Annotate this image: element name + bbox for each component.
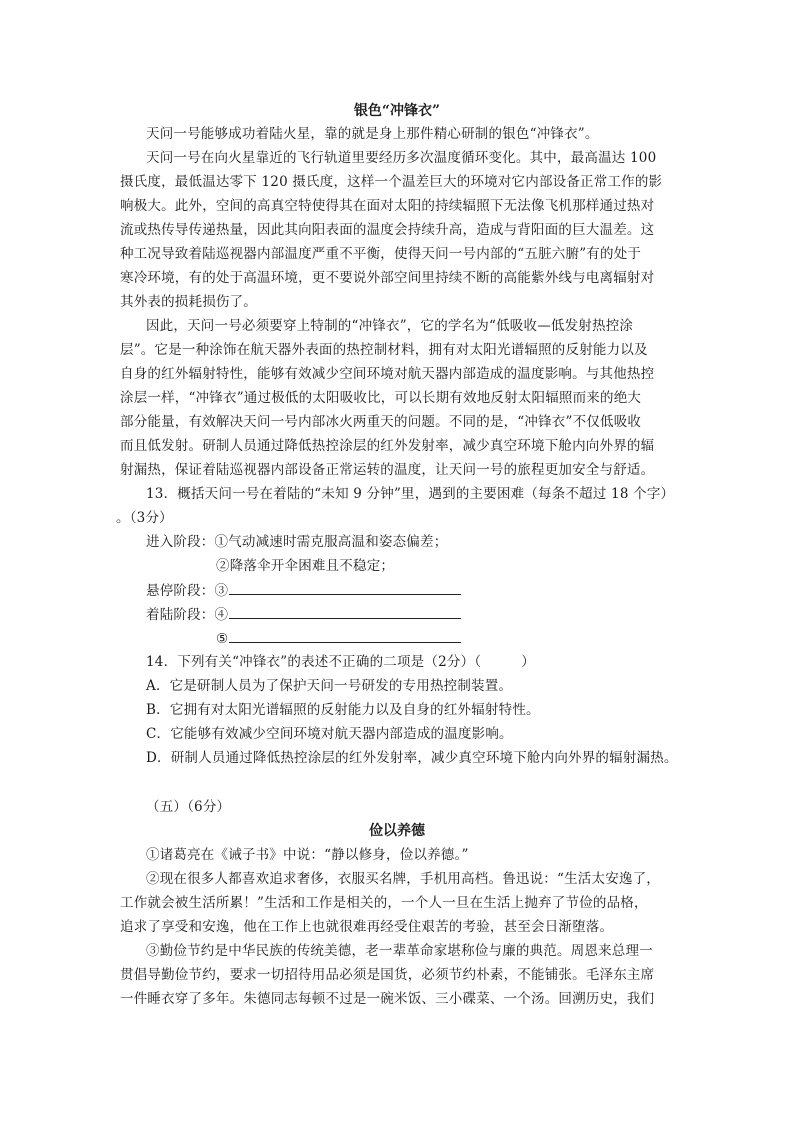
entry-answer-2: ②降落伞开伞困难且不稳定； — [216, 558, 395, 574]
entry-stage — [146, 532, 447, 552]
answer-blank-4[interactable] — [229, 604, 461, 619]
hover-stage-label: 悬停阶段： — [146, 583, 215, 599]
option-d: D．研制人员通过降低热控涂层的红外发射率，减少真空环境下舱内向外界的辐射漏热。 — [146, 750, 678, 766]
article-line: 流或热传导传递热量，因此其向阳表面的温度会持续升高，造成与背阳面的巨大温差。这 — [120, 222, 655, 238]
option-c: C．它能够有效减少空间环境对航天器内部造成的温度影响。 — [146, 726, 513, 742]
article-line: 射漏热，保证着陆巡视器内部设备正常运转的温度，让天问一号的旅程更加安全与舒适。 — [120, 462, 655, 478]
essay-line: 一件睡衣穿了多年。朱德同志每顿不过是一碗米饭、三小碟菜、一个汤。回溯历史，我们 — [120, 991, 655, 1007]
article-line: 种工况导致着陆巡视器内部温度严重不平衡，使得天问一号内部的“五脏六腑”有的处于 — [120, 246, 642, 262]
article-line: 天问一号在向火星靠近的飞行轨道里要经历多次温度循环变化。其中，最高温达 100 — [146, 150, 657, 166]
article-line: 其外表的损耗损伤了。 — [120, 294, 257, 310]
question-13-score: 。（3分） — [116, 510, 173, 526]
option-b: B．它拥有对太阳光谱辐照的反射能力以及自身的红外辐射特性。 — [146, 702, 540, 718]
entry-answer-1: ①气动减速时需克服高温和姿态偏差； — [214, 534, 448, 550]
question-14-stem-text: 14．下列有关“冲锋衣”的表述不正确的二项是（2分）（ — [146, 654, 482, 670]
article-line: 因此，天问一号必须要穿上特制的“冲锋衣”，它的学名为“低吸收—低发射热控涂 — [146, 318, 634, 334]
question-14-stem-end: ） — [521, 654, 535, 670]
article-line: 天问一号能够成功着陆火星，靠的就是身上那件精心研制的银色“冲锋衣”。 — [146, 126, 599, 142]
landing-stage — [146, 604, 461, 625]
section-5-title: 俭以养德 — [369, 823, 425, 839]
entry-stage-label: 进入阶段： — [146, 534, 215, 550]
article-line: 涂层一样，“冲锋衣”通过极低的太阳吸收比，可以长期有效地反射太阳辐照而来的绝大 — [120, 390, 642, 406]
essay-line: 工作就会被生活所累！”生活和工作是相关的，一个人一旦在生活上抛弃了节俭的品格， — [120, 895, 648, 911]
article-line: 层”。它是一种涂饰在航天器外表面的热控制材料，拥有对太阳光谱辐照的反射能力以及 — [120, 342, 648, 358]
landing-stage-label: 着陆阶段： — [146, 607, 215, 623]
essay-line: 追求了享受和安逸，他在工作上也就很难再经受住艰苦的考验，甚至会日渐堕落。 — [120, 919, 614, 935]
answer-number-3: ③ — [214, 583, 229, 599]
article-line: 自身的红外辐射特性，能够有效减少空间环境对航天器内部造成的温度影响。与其他热控 — [120, 366, 655, 382]
essay-line: ①诸葛亮在《诫子书》中说：“静以修身，俭以养德。” — [146, 847, 469, 863]
article-line: 部分能量，有效解决天问一号内部冰火两重天的问题。不同的是，“冲锋衣”不仅低吸收 — [120, 414, 642, 430]
essay-line: ②现在很多人都喜欢追求奢侈，衣服买名牌，手机用高档。鲁迅说：“生活太安逸了， — [146, 871, 661, 887]
question-13-stem: 13．概括天问一号在着陆的“未知 9 分钟”里，遇到的主要困难（每条不超过 18 个字） — [146, 486, 675, 502]
essay-line: ③勤俭节约是中华民族的传统美德，老一辈革命家堪称俭与廉的典范。周恩来总理一 — [146, 943, 653, 959]
article-line: 摄氏度，最低温达零下 120 摄氏度，这样一个温差巨大的环境对它内部设备正常工作的影 — [120, 174, 663, 190]
answer-blank-5[interactable] — [229, 628, 461, 643]
essay-line: 贯倡导勤俭节约，要求一切招待用品必须是国货，必须节约朴素，不能铺张。毛泽东主席 — [120, 967, 655, 983]
section-5-header: （五）（6分） — [146, 799, 231, 815]
answer-blank-3[interactable] — [229, 580, 461, 595]
article-line: 而且低发射。研制人员通过降低热控涂层的红外发射率，减少真空环境下舱内向外界的辐 — [120, 438, 655, 454]
article-line: 响极大。此外，空间的高真空特使得其在面对太阳的持续辐照下无法像飞机那样通过热对 — [120, 198, 655, 214]
question-14-stem — [146, 652, 535, 672]
article-title: 银色“冲锋衣” — [353, 103, 441, 119]
landing-stage-5 — [216, 628, 461, 649]
answer-number-4: ④ — [214, 607, 229, 623]
hover-stage — [146, 580, 461, 601]
article-line: 寒冷环境，有的处于高温环境，更不要说外部空间里持续不断的高能紫外线与电离辐射对 — [120, 270, 655, 286]
answer-number-5: ⑤ — [216, 631, 229, 647]
option-a: A．它是研制人员为了保护天问一号研发的专用热控制装置。 — [146, 678, 513, 694]
